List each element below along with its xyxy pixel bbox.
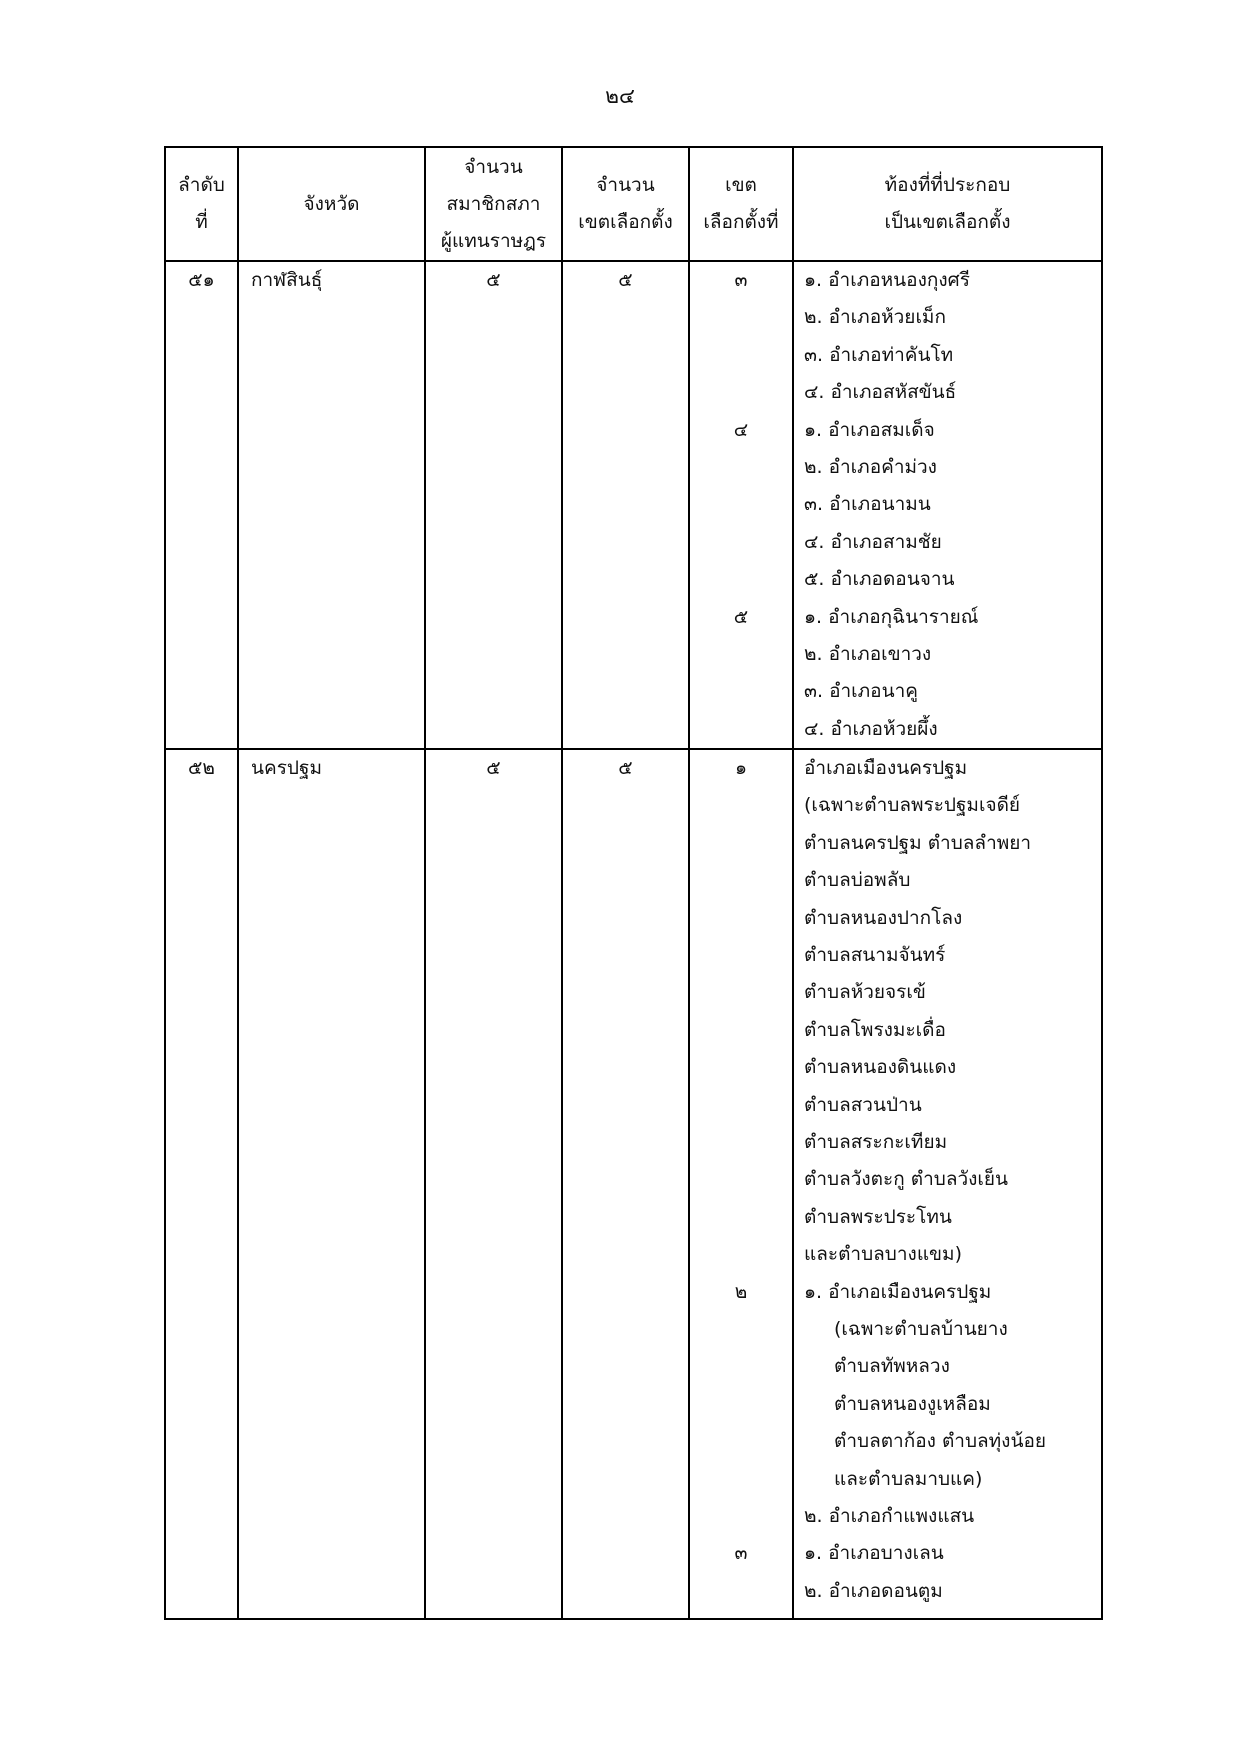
district-area-line: ๕. อำเภอดอนจาน [804,568,955,591]
member-count-cell [425,261,562,749]
district-area-line: ๑. อำเภอบางเลน [804,1542,944,1565]
district-no: ๔ [733,418,749,441]
header-line: จำนวน [596,174,655,196]
spacer [690,1049,792,1086]
spacer [690,1461,792,1498]
district-area-line: (เฉพาะตำบลพระปฐมเจดีย์ [804,794,1021,817]
table-row [165,261,1102,749]
spacer [690,1573,792,1610]
district-no: ๓ [734,1542,748,1565]
province-name: นครปฐม [251,757,322,780]
spacer [690,862,792,899]
district-area-cell [793,749,1102,1619]
header-province [238,147,425,261]
district-area-line: ตำบลหนองงูเหลือม [834,1392,991,1415]
province-cell [238,749,425,1619]
district-area-line: ตำบลตาก้อง ตำบลทุ่งน้อย [834,1430,1046,1453]
header-district-no [689,147,793,261]
district-area-line: ๒. อำเภอเขาวง [804,642,932,665]
spacer [690,787,792,824]
header-district-count [562,147,689,261]
electoral-district-table [164,146,1103,1620]
district-area-line: ๒. อำเภอคำม่วง [804,455,937,478]
district-area-line: ๓. อำเภอนามน [804,493,931,516]
spacer [690,1498,792,1535]
header-line: เลือกตั้งที่ [703,211,779,233]
district-area-line: ตำบลบ่อพลับ [804,869,911,892]
header-line: ที่ [195,211,208,233]
spacer [690,825,792,862]
district-area-line: ๑. อำเภอกุฉินารายณ์ [804,605,979,628]
district-count: ๕ [618,757,633,780]
header-line: จำนวน [464,155,523,178]
spacer [690,974,792,1011]
header-line: ท้องที่ที่ประกอบ [884,174,1011,196]
district-area-line: ๔. อำเภอสามชัย [804,530,942,553]
district-area-line: ๑. อำเภอหนองกุงศรี [804,269,970,291]
spacer [690,1012,792,1049]
page-number: ๒๔ [605,84,635,108]
district-area-line: ตำบลโพรงมะเดื่อ [804,1018,946,1041]
district-area-line: และตำบลบางแขม) [804,1243,962,1266]
header-line: เขต [725,174,757,196]
table-header-row [165,147,1102,261]
district-count: ๕ [618,269,633,291]
order-no-cell [165,749,238,1619]
spacer [690,1199,792,1236]
header-line: เป็นเขตเลือกตั้ง [884,211,1011,233]
header-district-area [793,147,1102,261]
district-area-line: ๑. อำเภอเมืองนครปฐม [804,1280,992,1303]
table-row [165,749,1102,1619]
district-area-line: ตำบลพระประโทน [804,1205,952,1228]
spacer [690,1087,792,1124]
district-area-line: ๒. อำเภอดอนตูม [804,1579,943,1602]
district-area-line: ตำบลสนามจันทร์ [804,944,946,967]
spacer [690,711,792,748]
spacer [690,937,792,974]
spacer [690,1386,792,1423]
spacer [690,524,792,561]
header-line: จังหวัด [303,192,360,215]
district-area-line: ตำบลสระกะเทียม [804,1130,948,1153]
header-line: ลำดับ [178,174,225,196]
district-area-line: (เฉพาะตำบลบ้านยาง [834,1317,1008,1340]
spacer [690,1348,792,1385]
district-area-line: ๒. อำเภอห้วยเม็ก [804,306,946,329]
district-area-line: ตำบลสวนป่าน [804,1093,922,1116]
district-area-line: ๒. อำเภอกำแพงแสน [804,1504,975,1527]
header-member-count [425,147,562,261]
order-no: ๕๑ [188,269,215,291]
district-area-line: อำเภอเมืองนครปฐม [804,757,968,780]
province-cell [238,261,425,749]
district-count-cell [562,261,689,749]
order-no: ๕๒ [188,757,215,780]
district-count-cell [562,749,689,1619]
spacer [690,1311,792,1348]
district-area-line: ตำบลวังตะกู ตำบลวังเย็น [804,1168,1009,1191]
district-area-line: ตำบลนครปฐม ตำบลลำพยา [804,831,1032,854]
spacer [690,374,792,411]
header-line: สมาชิกสภา [446,192,541,215]
district-area-line: ๑. อำเภอสมเด็จ [804,418,935,441]
member-count: ๕ [486,757,501,780]
spacer [690,1423,792,1460]
district-area-line: ๓. อำเภอท่าคันโท [804,343,954,366]
spacer [690,337,792,374]
order-no-cell [165,261,238,749]
member-count: ๕ [486,269,501,291]
spacer [690,900,792,937]
district-no: ๕ [733,605,749,628]
district-no-cell [689,749,793,1619]
district-area-line: ตำบลหนองปากโลง [804,906,963,929]
spacer [690,1236,792,1273]
district-no: ๓ [734,269,748,291]
header-line: ผู้แทนราษฎร [440,229,547,252]
district-area-line: และตำบลมาบแค) [834,1467,983,1490]
district-area-line: ๓. อำเภอนาคู [804,680,918,703]
district-area-line: ตำบลหนองดินแดง [804,1056,957,1079]
district-no-cell [689,261,793,749]
district-no: ๒ [734,1280,748,1303]
spacer [690,1124,792,1161]
district-area-line: ๔. อำเภอห้วยผึ้ง [804,717,938,740]
district-area-line: ตำบลทัพหลวง [834,1355,950,1378]
spacer [690,449,792,486]
member-count-cell [425,749,562,1619]
spacer [690,636,792,673]
province-name: กาฬสินธุ์ [251,269,323,291]
spacer [690,561,792,598]
spacer [690,299,792,336]
district-area-cell [793,261,1102,749]
header-line: เขตเลือกตั้ง [578,211,673,233]
header-order-no [165,147,238,261]
district-area-line: ๔. อำเภอสหัสขันธ์ [804,381,957,404]
district-no: ๑ [734,757,748,780]
spacer [690,486,792,523]
spacer [690,673,792,710]
spacer [690,1161,792,1198]
district-area-line: ตำบลห้วยจรเข้ [804,981,926,1004]
